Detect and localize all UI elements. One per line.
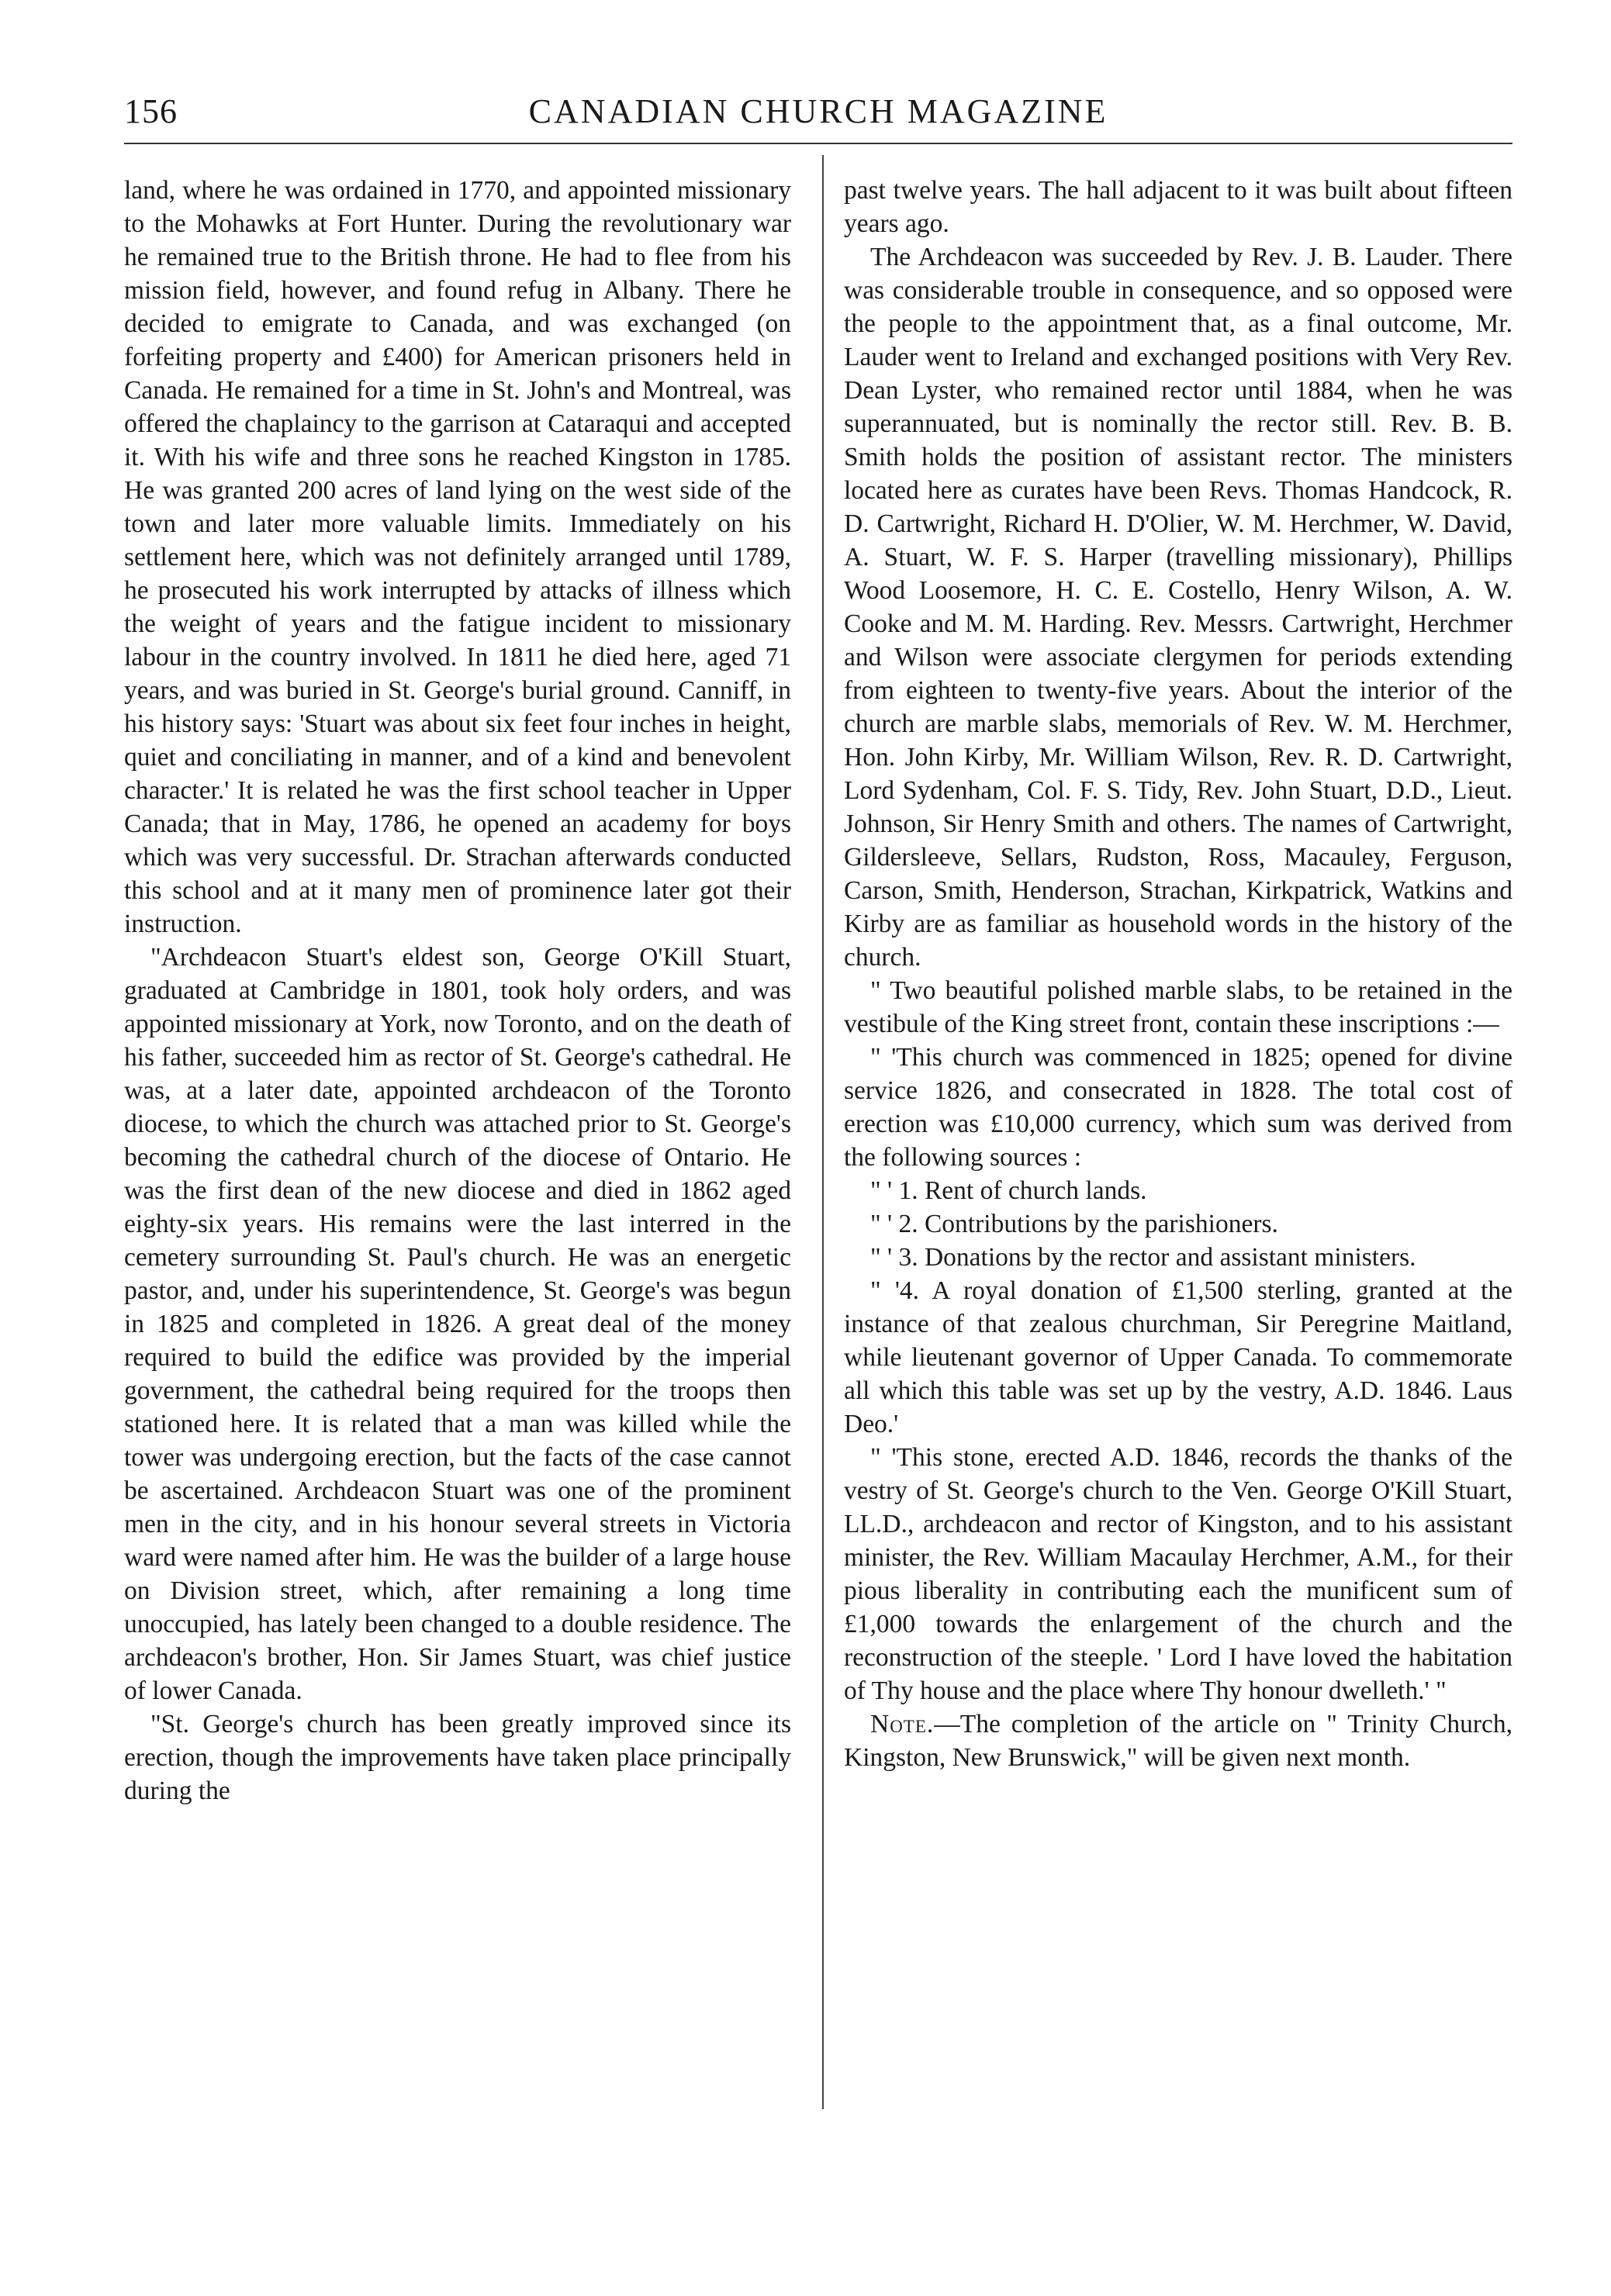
- paragraph: " '4. A royal donation of £1,500 sterling, granted at the instance of that zealous churchman, Sir Peregrine Maitland, while lieutenant governor of Upper Canada. To commemorate all which this table was set up by the vestry, A.D. 1846. Laus Deo.': [844, 1276, 1512, 1438]
- note-label: Note.: [870, 1710, 935, 1738]
- column-divider: [822, 155, 824, 2109]
- header-rule: [124, 143, 1512, 144]
- running-title: CANADIAN CHURCH MAGAZINE: [528, 92, 1108, 130]
- page-number: 156: [124, 92, 178, 130]
- right-column: [844, 174, 1512, 1774]
- paragraph: "St. George's church has been greatly improved since its erection, though the improvements have taken place principally during the: [124, 1710, 791, 1805]
- note-text: —The completion of the article on " Trinity Church, Kingston, New Brunswick," will be given next month.: [844, 1710, 1512, 1772]
- paragraph: land, where he was ordained in 1770, and appointed missionary to the Mohawks at Fort Hunter. During the revolutionary war he remained true to the British throne. He had to flee from his mission field, however, and found refug in Albany. There he decided to emigrate to Canada, and was exchanged (on forfeiting property and £400) for American prisoners held in Canada. He remained for a time in St. John's and Montreal, was offered the chaplaincy to the garrison at Cataraqui and accepted it. With his wife and three sons he reached Kingston in 1785. He was granted 200 acres of land lying on the west side of the town and later more valuable limits. Immediately on his settlement here, which was not definitely arranged until 1789, he prosecuted his work interrupted by attacks of illness which the weight of years and the fatigue incident to missionary labour in the country involved. In 1811 he died here, aged 71 years, and was buried in St. George's burial ground. Canniff, in his history says: 'Stuart was about six feet four inches in height, quiet and conciliating in manner, and of a kind and benevolent character.' It is related he was the first school teacher in Upper Canada; that in May, 1786, he opened an academy for boys which was very successful. Dr. Strachan afterwards conducted this school and at it many men of prominence later got their instruction.: [124, 176, 791, 938]
- left-column: [124, 174, 791, 1807]
- list-item: " ' 3. Donations by the rector and assistant ministers.: [870, 1243, 1416, 1272]
- page-header: [124, 91, 1512, 138]
- paragraph: " 'This stone, erected A.D. 1846, records the thanks of the vestry of St. George's church to the Ven. George O'Kill Stuart, LL.D., archdeacon and rector of Kingston, and to his assistant minister, the Rev. William Macaulay Herchmer, A.M., for their pious liberality in contributing each the munificent sum of £1,000 towards the enlargement of the church and the reconstruction of the steeple. ' Lord I have loved the habitation of Thy house and the place where Thy honour dwelleth.' ": [844, 1443, 1512, 1705]
- list-item: " ' 1. Rent of church lands.: [870, 1176, 1147, 1205]
- paragraph: The Archdeacon was succeeded by Rev. J. B. Lauder. There was considerable trouble in consequence, and so opposed were the people to the appointment that, as a final outcome, Mr. Lauder went to Ireland and exchanged positions with Very Rev. Dean Lyster, who remained rector until 1884, when he was superannuated, but is nominally the rector still. Rev. B. B. Smith holds the position of assistant rector. The ministers located here as curates have been Revs. Thomas Handcock, R. D. Cartwright, Richard H. D'Olier, W. M. Herchmer, W. David, A. Stuart, W. F. S. Harper (travelling missionary), Phillips Wood Loosemore, H. C. E. Costello, Henry Wilson, A. W. Cooke and M. M. Harding. Rev. Messrs. Cartwright, Herchmer and Wilson were associate clergymen for periods extending from eighteen to twenty-five years. About the interior of the church are marble slabs, memorials of Rev. W. M. Herchmer, Hon. John Kirby, Mr. William Wilson, Rev. R. D. Cartwright, Lord Sydenham, Col. F. S. Tidy, Rev. John Stuart, D.D., Lieut. Johnson, Sir Henry Smith and others. The names of Cartwright, Gildersleeve, Sellars, Rudston, Ross, Macauley, Ferguson, Carson, Smith, Henderson, Strachan, Kirkpatrick, Watkins and Kirby are as familiar as household words in the history of the church.: [844, 243, 1512, 972]
- paragraph: past twelve years. The hall adjacent to it was built about fifteen years ago.: [844, 176, 1512, 238]
- paragraph: " 'This church was commenced in 1825; opened for divine service 1826, and consecrated in 1828. The total cost of erection was £10,000 currency, which sum was derived from the following sources :: [844, 1043, 1512, 1172]
- list-item: " ' 2. Contributions by the parishioners.: [870, 1210, 1278, 1238]
- paragraph: " Two beautiful polished marble slabs, to be retained in the vestibule of the King street front, contain these inscriptions :—: [844, 976, 1512, 1038]
- editor-note: [844, 1707, 1512, 1774]
- paragraph: "Archdeacon Stuart's eldest son, George O'Kill Stuart, graduated at Cambridge in 1801, took holy orders, and was appointed missionary at York, now Toronto, and on the death of his father, succeeded him as rector of St. George's cathedral. He was, at a later date, appointed archdeacon of the Toronto diocese, to which the church was attached prior to St. George's becoming the cathedral church of the diocese of Ontario. He was the first dean of the new diocese and died in 1862 aged eighty-six years. His remains were the last interred in the cemetery surrounding St. Paul's church. He was an energetic pastor, and, under his superintendence, St. George's was begun in 1825 and completed in 1826. A great deal of the money required to build the edifice was provided by the imperial government, the cathedral being required for the troops then stationed here. It is related that a man was killed while the tower was undergoing erection, but the facts of the case cannot be ascertained. Archdeacon Stuart was one of the prominent men in the city, and in his honour several streets in Victoria ward were named after him. He was the builder of a large house on Division street, which, after remaining a long time unoccupied, has lately been changed to a double residence. The archdeacon's brother, Hon. Sir James Stuart, was chief justice of lower Canada.: [124, 943, 791, 1705]
